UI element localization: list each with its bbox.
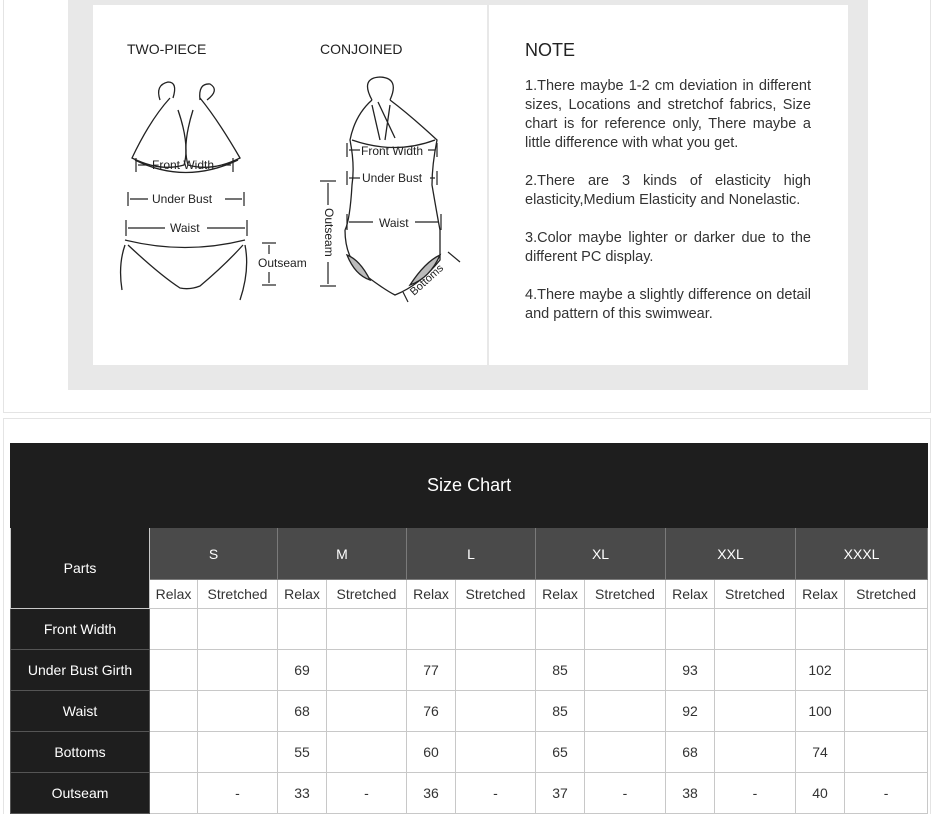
bottoms-label: Bottoms bbox=[407, 262, 447, 299]
note-item: 3.Color maybe lighter or darker due to the different PC display. bbox=[525, 230, 811, 265]
row-label: Outseam bbox=[11, 773, 150, 814]
conjoined-front-width-label: Front Width bbox=[361, 144, 424, 158]
stretched-header: Stretched bbox=[198, 580, 278, 609]
table-cell bbox=[150, 773, 198, 814]
row-label: Front Width bbox=[11, 609, 150, 650]
stretched-header: Stretched bbox=[327, 580, 407, 609]
table-cell: 38 bbox=[666, 773, 715, 814]
relax-header: Relax bbox=[278, 580, 327, 609]
measurement-diagram bbox=[93, 5, 487, 365]
table-cell: - bbox=[198, 773, 278, 814]
table-row bbox=[11, 650, 928, 691]
relax-header: Relax bbox=[796, 580, 845, 609]
conjoined-outseam-label: Outseam bbox=[322, 208, 336, 257]
table-cell: 68 bbox=[278, 691, 327, 732]
size-header-s: S bbox=[150, 528, 278, 580]
waist-label: Waist bbox=[170, 221, 200, 235]
divider bbox=[487, 5, 489, 365]
table-cell bbox=[845, 691, 928, 732]
size-header-m: M bbox=[278, 528, 407, 580]
conjoined-under-bust-label: Under Bust bbox=[362, 171, 423, 185]
table-cell bbox=[198, 650, 278, 691]
front-width-label: Front Width bbox=[152, 158, 215, 172]
relax-header: Relax bbox=[150, 580, 198, 609]
table-cell: 85 bbox=[536, 650, 585, 691]
table-cell: 92 bbox=[666, 691, 715, 732]
table-cell bbox=[456, 650, 536, 691]
table-cell bbox=[456, 609, 536, 650]
table-cell bbox=[585, 609, 666, 650]
size-chart-table bbox=[10, 443, 928, 814]
one-piece-icon bbox=[345, 77, 440, 295]
stretched-header: Stretched bbox=[585, 580, 666, 609]
table-cell bbox=[150, 691, 198, 732]
parts-header: Parts bbox=[11, 528, 150, 609]
table-row bbox=[11, 773, 928, 814]
table-cell: 37 bbox=[536, 773, 585, 814]
table-cell: - bbox=[845, 773, 928, 814]
table-cell bbox=[715, 609, 796, 650]
table-cell: 69 bbox=[278, 650, 327, 691]
table-cell bbox=[715, 650, 796, 691]
note-item: 2.There are 3 kinds of elasticity high elasticity,Medium Elasticity and Nonelastic. bbox=[525, 173, 811, 208]
table-cell bbox=[278, 609, 327, 650]
relax-header: Relax bbox=[536, 580, 585, 609]
table-cell bbox=[327, 691, 407, 732]
table-cell bbox=[845, 650, 928, 691]
size-header-xl: XL bbox=[536, 528, 666, 580]
size-header-xxxl: XXXL bbox=[796, 528, 928, 580]
table-cell bbox=[198, 691, 278, 732]
table-cell: 65 bbox=[536, 732, 585, 773]
table-cell bbox=[715, 732, 796, 773]
table-cell: - bbox=[456, 773, 536, 814]
row-label: Under Bust Girth bbox=[11, 650, 150, 691]
note-title: NOTE bbox=[525, 40, 576, 60]
conjoined-label: CONJOINED bbox=[320, 41, 403, 57]
relax-header: Relax bbox=[407, 580, 456, 609]
size-chart-body bbox=[11, 609, 928, 814]
table-cell bbox=[666, 609, 715, 650]
size-header-xxl: XXL bbox=[666, 528, 796, 580]
outseam-label: Outseam bbox=[258, 256, 307, 270]
table-cell bbox=[327, 609, 407, 650]
row-label: Waist bbox=[11, 691, 150, 732]
table-cell bbox=[845, 609, 928, 650]
two-piece-label: TWO-PIECE bbox=[127, 41, 207, 57]
table-cell bbox=[198, 609, 278, 650]
size-header-l: L bbox=[407, 528, 536, 580]
table-cell bbox=[715, 691, 796, 732]
table-cell bbox=[150, 609, 198, 650]
table-cell bbox=[796, 609, 845, 650]
table-cell bbox=[585, 691, 666, 732]
relax-header: Relax bbox=[666, 580, 715, 609]
note-item: 1.There maybe 1-2 cm deviation in different sizes, Locations and stretchof fabrics, Size chart is for reference only, There maybe a little difference with what you get. bbox=[525, 78, 811, 151]
table-cell: - bbox=[585, 773, 666, 814]
table-cell: 85 bbox=[536, 691, 585, 732]
table-cell: 33 bbox=[278, 773, 327, 814]
table-row bbox=[11, 691, 928, 732]
table-cell bbox=[585, 650, 666, 691]
bikini-bottom-icon bbox=[121, 240, 247, 300]
table-cell: 60 bbox=[407, 732, 456, 773]
table-cell: 55 bbox=[278, 732, 327, 773]
table-cell bbox=[845, 732, 928, 773]
table-cell bbox=[327, 650, 407, 691]
table-cell: 100 bbox=[796, 691, 845, 732]
table-cell: 68 bbox=[666, 732, 715, 773]
table-cell: 40 bbox=[796, 773, 845, 814]
table-cell bbox=[327, 732, 407, 773]
table-cell bbox=[456, 732, 536, 773]
stretched-header: Stretched bbox=[715, 580, 796, 609]
table-cell bbox=[198, 732, 278, 773]
table-cell bbox=[150, 732, 198, 773]
under-bust-label: Under Bust bbox=[152, 192, 213, 206]
table-cell bbox=[150, 650, 198, 691]
conjoined-waist-label: Waist bbox=[379, 216, 409, 230]
table-cell: 102 bbox=[796, 650, 845, 691]
table-cell bbox=[585, 732, 666, 773]
table-cell bbox=[456, 691, 536, 732]
stretched-header: Stretched bbox=[456, 580, 536, 609]
table-cell bbox=[536, 609, 585, 650]
table-cell: 74 bbox=[796, 732, 845, 773]
stretched-header: Stretched bbox=[845, 580, 928, 609]
table-cell: 76 bbox=[407, 691, 456, 732]
size-chart-title: Size Chart bbox=[11, 444, 928, 528]
table-cell: 93 bbox=[666, 650, 715, 691]
table-row bbox=[11, 732, 928, 773]
table-row bbox=[11, 609, 928, 650]
table-cell bbox=[407, 609, 456, 650]
table-cell: - bbox=[327, 773, 407, 814]
row-label: Bottoms bbox=[11, 732, 150, 773]
note-item: 4.There maybe a slightly difference on detail and pattern of this swimwear. bbox=[525, 287, 811, 322]
table-cell: 77 bbox=[407, 650, 456, 691]
table-cell: 36 bbox=[407, 773, 456, 814]
table-cell: - bbox=[715, 773, 796, 814]
